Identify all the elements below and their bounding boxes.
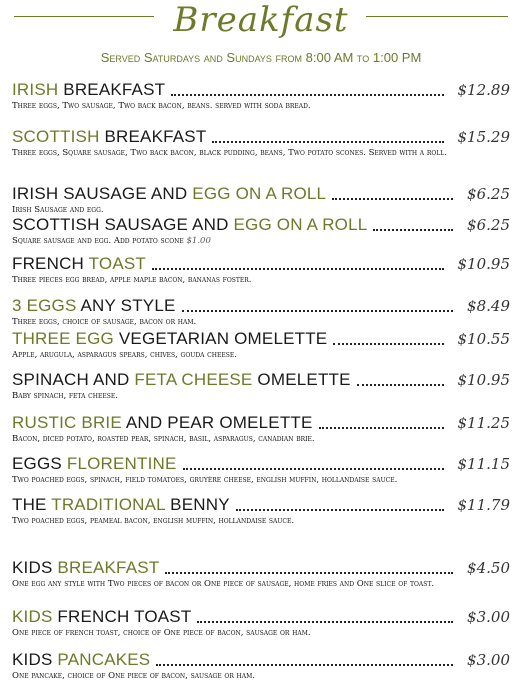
menu-item-description: One piece of french toast, choice of One piece of bacon, sausage or ham. xyxy=(12,628,311,638)
menu-item-price: $15.29 xyxy=(457,128,510,146)
menu-item xyxy=(12,125,510,182)
menu-item-name-part: SCOTTISH SAUSAGE AND xyxy=(12,215,229,234)
dot-leader xyxy=(165,572,453,574)
menu-item-name-part: PANCAKES xyxy=(57,650,151,669)
menu-item-name-part: VEGETARIAN OMELETTE xyxy=(118,329,328,348)
menu-item-name-part: FETA CHEESE xyxy=(134,370,253,389)
menu-item-description: Three eggs, Square sausage, Two back bacon, black pudding, beans, Two potato scones. Served with a roll. xyxy=(12,148,447,158)
menu-item-name xyxy=(12,495,230,515)
menu-item-row xyxy=(12,213,510,235)
page-subtitle: Served Saturdays and Sundays from 8:00 AM to 1:00 PM xyxy=(100,50,422,65)
dot-leader xyxy=(152,268,443,270)
dot-leader xyxy=(373,229,453,231)
dot-leader xyxy=(212,141,443,143)
menu-item-price: $11.15 xyxy=(457,455,510,473)
menu-item-description: Two poached eggs, spinach, field tomatoes, gruyère cheese, english muffin, hollandaise sauce. xyxy=(12,475,398,485)
dot-leader xyxy=(197,621,453,623)
menu-item-row xyxy=(12,411,510,433)
menu-item xyxy=(12,213,510,251)
dot-leader xyxy=(171,94,443,96)
menu-item-addon-price: $1.00 xyxy=(183,236,211,246)
menu-item xyxy=(12,368,510,411)
dot-leader xyxy=(319,427,444,429)
menu-item-name xyxy=(12,80,165,100)
menu-item xyxy=(12,556,510,605)
menu-item-name xyxy=(12,215,367,235)
menu-item-description: Apple, arugula, asparagus spears, chives, gouda cheese. xyxy=(12,350,237,360)
menu-item-row xyxy=(12,605,510,627)
dot-leader xyxy=(332,198,453,200)
menu-item-name-part: ANY STYLE xyxy=(80,296,176,315)
menu-item-name-part: BREAKFAST xyxy=(104,127,207,146)
menu-item-name-part: THE xyxy=(12,495,47,514)
menu-item-row xyxy=(12,252,510,274)
menu-item-description: Square sausage and egg. Add potato scone $1.00 xyxy=(12,236,211,246)
menu-item-name xyxy=(12,329,327,349)
menu-item-price: $8.49 xyxy=(467,297,510,315)
menu-item-name-part: KIDS xyxy=(12,558,53,577)
menu-item-name-part: OMELETTE xyxy=(257,370,351,389)
menu-item-row xyxy=(12,294,510,316)
menu-item-description: Three pieces egg bread, apple maple bacon, bananas foster. xyxy=(12,275,252,285)
menu-item-name-part: SPINACH AND xyxy=(12,370,130,389)
menu-item-price: $10.55 xyxy=(457,330,510,348)
menu-item-name-part: BREAKFAST xyxy=(63,80,166,99)
menu-item-row xyxy=(12,327,510,349)
menu-item xyxy=(12,78,510,122)
menu-item-name-part: FRENCH TOAST xyxy=(57,607,192,626)
menu-item-name xyxy=(12,296,176,316)
menu-item-price: $6.25 xyxy=(467,185,510,203)
dot-leader xyxy=(183,468,444,470)
menu-item xyxy=(12,648,510,692)
menu-item-name-part: EGG ON A ROLL xyxy=(233,215,368,234)
menu-item-name xyxy=(12,184,326,204)
menu-item-name-part: IRISH SAUSAGE AND xyxy=(12,184,188,203)
menu-item-row xyxy=(12,556,510,578)
menu-item-name-part: RUSTIC BRIE xyxy=(12,413,122,432)
menu-item-name xyxy=(12,254,146,274)
menu-item-price: $12.89 xyxy=(457,81,510,99)
menu-item-description: One egg any style with Two pieces of bacon or One piece of sausage, home fries and One slice of toast. xyxy=(12,579,435,589)
menu-item-price: $11.79 xyxy=(457,496,510,514)
menu-item-name xyxy=(12,650,150,670)
menu-item-name-part: KIDS xyxy=(12,650,53,669)
menu-item-name xyxy=(12,454,177,474)
menu-item-name xyxy=(12,413,313,433)
menu-item xyxy=(12,605,510,648)
menu-item-row xyxy=(12,648,510,670)
menu-item-description: Bacon, diced potato, roasted pear, spinach, basil, asparagus, canadian brie. xyxy=(12,434,315,444)
menu-item-description: Three eggs, Two sausage, Two back bacon, beans. served with soda bread. xyxy=(12,101,311,111)
dot-leader xyxy=(333,343,443,345)
menu-item-row xyxy=(12,493,510,515)
menu-item-price: $11.25 xyxy=(457,414,510,432)
dot-leader xyxy=(182,310,454,312)
menu-item-price: $3.00 xyxy=(467,651,510,669)
menu-item xyxy=(12,411,510,452)
menu-item-price: $4.50 xyxy=(467,559,510,577)
menu-item-price: $3.00 xyxy=(467,608,510,626)
menu-item-name-part: 3 EGGS xyxy=(12,296,77,315)
menu-item-name-part: FLORENTINE xyxy=(66,454,177,473)
menu-item xyxy=(12,327,510,368)
menu-item-description: Two poached eggs, peameal bacon, english muffin, hollandaise sauce. xyxy=(12,516,295,526)
menu-item-name-part: THREE EGG xyxy=(12,329,114,348)
menu-item-price: $10.95 xyxy=(457,255,510,273)
menu-item-name-part: FRENCH xyxy=(12,254,85,273)
menu-item-name-part: IRISH xyxy=(12,80,59,99)
menu-item-description: Irish Sausage and egg. xyxy=(12,205,104,215)
menu-item xyxy=(12,452,510,493)
menu-items-list xyxy=(12,78,510,692)
menu-item-price: $6.25 xyxy=(467,216,510,234)
menu-item-row xyxy=(12,452,510,474)
menu-item-description: Three eggs, choice of sausage, bacon or ham. xyxy=(12,317,197,327)
menu-item-row xyxy=(12,368,510,390)
menu-item-name xyxy=(12,370,351,390)
menu-item-name-part: EGGS xyxy=(12,454,62,473)
menu-item-name-part: BREAKFAST xyxy=(57,558,160,577)
menu-item-description: One pancake, choice of One piece of bacon, sausage or ham. xyxy=(12,671,255,681)
menu-item-price: $10.95 xyxy=(457,371,510,389)
menu-item-name-part: EGG ON A ROLL xyxy=(192,184,327,203)
menu-item-name xyxy=(12,607,191,627)
menu-item-name-part: TOAST xyxy=(88,254,147,273)
menu-item-name-part: TRADITIONAL xyxy=(51,495,166,514)
menu-item-row xyxy=(12,78,510,100)
menu-item-name-part: AND PEAR OMELETTE xyxy=(125,413,313,432)
menu-item-description: Baby spinach, feta cheese. xyxy=(12,391,118,401)
dot-leader xyxy=(357,384,444,386)
dot-leader xyxy=(236,509,444,511)
menu-item-name xyxy=(12,558,159,578)
menu-item xyxy=(12,294,510,327)
menu-item-row xyxy=(12,125,510,147)
dot-leader xyxy=(156,664,453,666)
menu-item-name xyxy=(12,127,206,147)
page-title: Breakfast xyxy=(173,0,349,40)
menu-item-name-part: KIDS xyxy=(12,607,53,626)
menu-item-name-part: SCOTTISH xyxy=(12,127,100,146)
menu-item xyxy=(12,182,510,213)
menu-item-row xyxy=(12,182,510,204)
menu-item xyxy=(12,252,510,294)
menu-item xyxy=(12,493,510,544)
menu-item-name-part: BENNY xyxy=(170,495,230,514)
